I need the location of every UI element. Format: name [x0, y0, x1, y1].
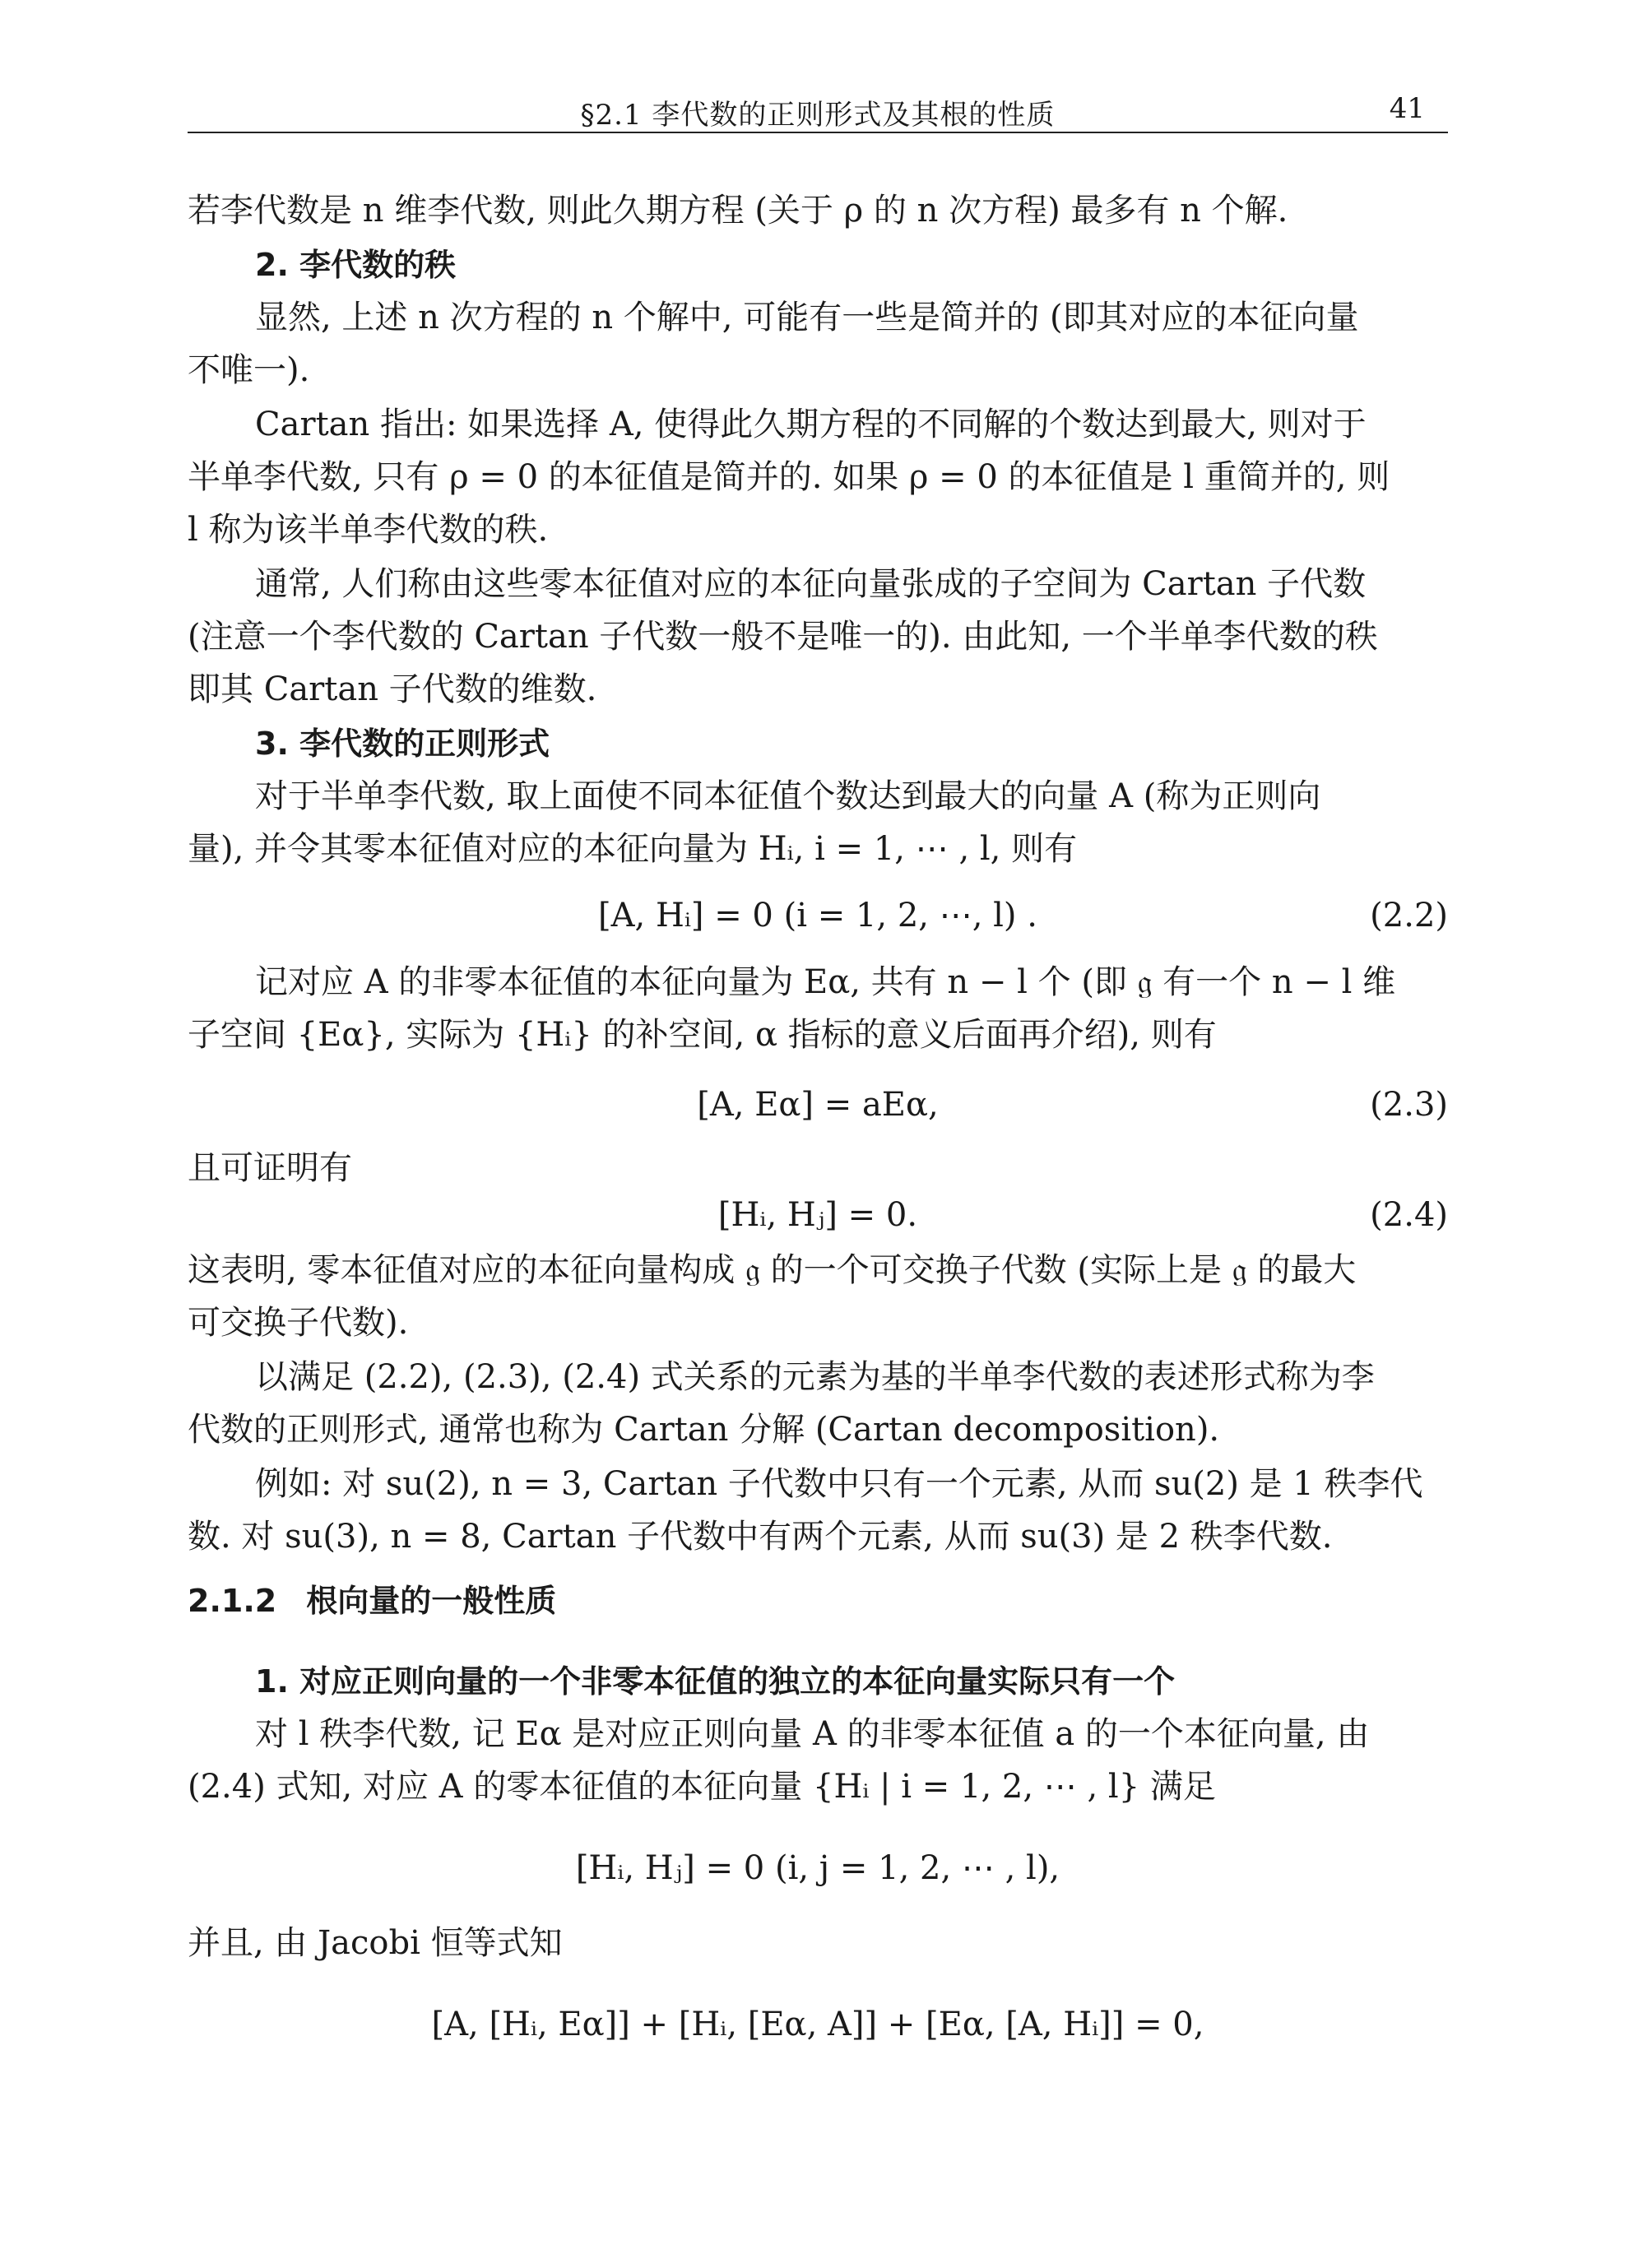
page-number: 41 — [1389, 92, 1425, 125]
text-line: 记对应 A 的非零本征值的本征向量为 Eα, 共有 n − l 个 (即 𝔤 有一个 n − l 维 — [255, 963, 1396, 1001]
text-line: 量), 并令其零本征值对应的本征向量为 Hᵢ, i = 1, ⋯ , l, 则有 — [188, 830, 1078, 868]
text-line: 对 l 秩李代数, 记 Eα 是对应正则向量 A 的非零本征值 a 的一个本征向量, 由 — [255, 1715, 1370, 1753]
text-line: 若李代数是 n 维李代数, 则此久期方程 (关于 ρ 的 n 次方程) 最多有 n 个解. — [188, 192, 1288, 230]
subsection-title: 根向量的一般性质 — [306, 1583, 557, 1619]
text-line: 且可证明有 — [188, 1149, 352, 1187]
equation-2-2 — [188, 895, 1448, 936]
heading-unique-eigenvector: 1. 对应正则向量的一个非零本征值的独立的本征向量实际只有一个 — [255, 1663, 1176, 1700]
text-line: 半单李代数, 只有 ρ = 0 的本征值是简并的. 如果 ρ = 0 的本征值是 l 重简并的, 则 — [188, 458, 1390, 496]
text-line: 例如: 对 su(2), n = 3, Cartan 子代数中只有一个元素, 从而 su(2) 是 1 秩李代 — [255, 1465, 1423, 1503]
text-line: 对于半单李代数, 取上面使不同本征值个数达到最大的向量 A (称为正则向 — [255, 777, 1321, 815]
page-header — [188, 89, 1448, 133]
equation-body: [Hᵢ, Hⱼ] = 0. — [717, 1196, 918, 1234]
text-line: 子空间 {Eα}, 实际为 {Hᵢ} 的补空间, α 指标的意义后面再介绍), 则有 — [188, 1016, 1217, 1054]
equation-body: [A, [Hᵢ, Eα]] + [Hᵢ, [Eα, A]] + [Eα, [A, Hᵢ]] = 0, — [431, 2006, 1204, 2043]
equation-body: [A, Eα] = aEα, — [697, 1086, 939, 1124]
text-line: 不唯一). — [188, 351, 310, 389]
equation-number: (2.4) — [1370, 1196, 1448, 1234]
text-line: 并且, 由 Jacobi 恒等式知 — [188, 1924, 563, 1962]
text-line: 代数的正则形式, 通常也称为 Cartan 分解 (Cartan decomposition). — [188, 1411, 1220, 1449]
text-line: 显然, 上述 n 次方程的 n 个解中, 可能有一些是简并的 (即其对应的本征向量 — [255, 299, 1359, 336]
text-line: 以满足 (2.2), (2.3), (2.4) 式关系的元素为基的半单李代数的表述形式称为李 — [255, 1358, 1375, 1396]
text-line: (注意一个李代数的 Cartan 子代数一般不是唯一的). 由此知, 一个半单李代数的秩 — [188, 618, 1378, 656]
equation-commutation — [188, 1848, 1448, 1889]
equation-2-4 — [188, 1194, 1448, 1236]
text-line: Cartan 指出: 如果选择 A, 使得此久期方程的不同解的个数达到最大, 则对于 — [255, 406, 1367, 443]
equation-number: (2.2) — [1370, 897, 1448, 935]
equation-body: [Hᵢ, Hⱼ] = 0 (i, j = 1, 2, ⋯ , l), — [575, 1849, 1060, 1887]
subsection-heading — [188, 1581, 1448, 1621]
heading-rank: 2. 李代数的秩 — [255, 247, 457, 283]
equation-number: (2.3) — [1370, 1086, 1448, 1124]
text-line: (2.4) 式知, 对应 A 的零本征值的本征向量 {Hᵢ | i = 1, 2, ⋯ , l} 满足 — [188, 1768, 1216, 1806]
text-line: 这表明, 零本征值对应的本征向量构成 𝔤 的一个可交换子代数 (实际上是 𝔤 的最大 — [188, 1251, 1357, 1289]
text-line: 可交换子代数). — [188, 1304, 409, 1342]
text-line: 即其 Cartan 子代数的维数. — [188, 670, 597, 708]
equation-2-3 — [188, 1084, 1448, 1125]
heading-regular-form: 3. 李代数的正则形式 — [255, 726, 550, 762]
equation-body: [A, Hᵢ] = 0 (i = 1, 2, ⋯, l) . — [598, 897, 1037, 935]
subsection-number: 2.1.2 — [188, 1583, 277, 1619]
text-line: 通常, 人们称由这些零本征值对应的本征向量张成的子空间为 Cartan 子代数 — [255, 565, 1367, 603]
text-line: 数. 对 su(3), n = 8, Cartan 子代数中有两个元素, 从而 su(3) 是 2 秩李代数. — [188, 1518, 1333, 1556]
equation-jacobi — [188, 2004, 1448, 2045]
text-line: l 称为该半单李代数的秩. — [188, 511, 549, 549]
running-title: §2.1 李代数的正则形式及其根的性质 — [580, 99, 1056, 132]
